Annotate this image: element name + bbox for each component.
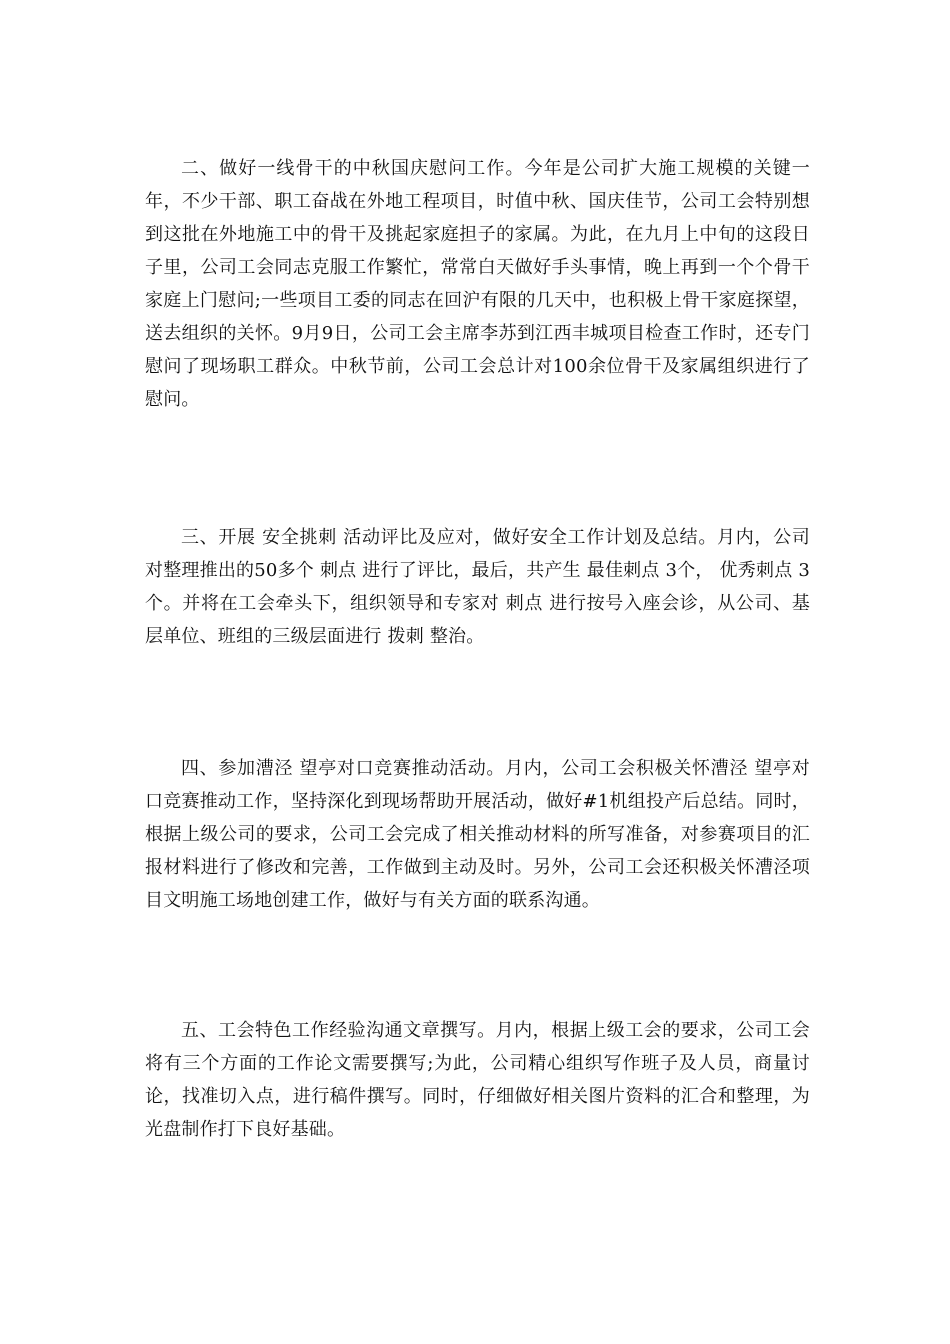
paragraph-mid-autumn-visits: 二、做好一线骨干的中秋国庆慰问工作。今年是公司扩大施工规模的关键一年，不少干部、职工奋战在外地工程项目，时值中秋、国庆佳节，公司工会特别想到这批在外地施工中的骨干及挑起家庭担子的家属。为此，在九月上中旬的这段日子里，公司工会同志克服工作繁忙，常常白天做好手头事情，晚上再到一个个骨干家庭上门慰问;一些项目工委的同志在回沪有限的几天中，也积极上骨干家庭探望，送去组织的关怀。9月9日，公司工会主席李苏到江西丰城项目检查工作时，还专门慰问了现场职工群众。中秋节前，公司工会总计对100余位骨干及家属组织进行了慰问。 bbox=[145, 158, 810, 410]
paragraph-experience-articles: 五、工会特色工作经验沟通文章撰写。月内，根据上级工会的要求，公司工会将有三个方面的工作论文需要撰写;为此，公司精心组织写作班子及人员，商量讨论，找准切入点，进行稿件撰写。同时，仔细做好相关图片资料的汇合和整理，为光盘制作打下良好基础。 bbox=[145, 1020, 810, 1140]
paragraph-safety-challenge: 三、开展 安全挑刺 活动评比及应对，做好安全工作计划及总结。月内，公司对整理推出的50多个 刺点 进行了评比，最后，共产生 最佳刺点 3个， 优秀刺点 3个。并将在工会牵头下，组织领导和专家对 刺点 进行按号入座会诊，从公司、基层单位、班组的三级层面进行 拨刺 整治。 bbox=[145, 527, 810, 647]
paragraph-competition-activity: 四、参加漕泾 望亭对口竞赛推动活动。月内，公司工会积极关怀漕泾 望亭对口竞赛推动工作，坚持深化到现场帮助开展活动，做好#1机组投产后总结。同时，根据上级公司的要求，公司工会完成了相关推动材料的所写准备，对参赛项目的汇报材料进行了修改和完善，工作做到主动及时。另外，公司工会还积极关怀漕泾项目文明施工场地创建工作，做好与有关方面的联系沟通。 bbox=[145, 758, 810, 911]
